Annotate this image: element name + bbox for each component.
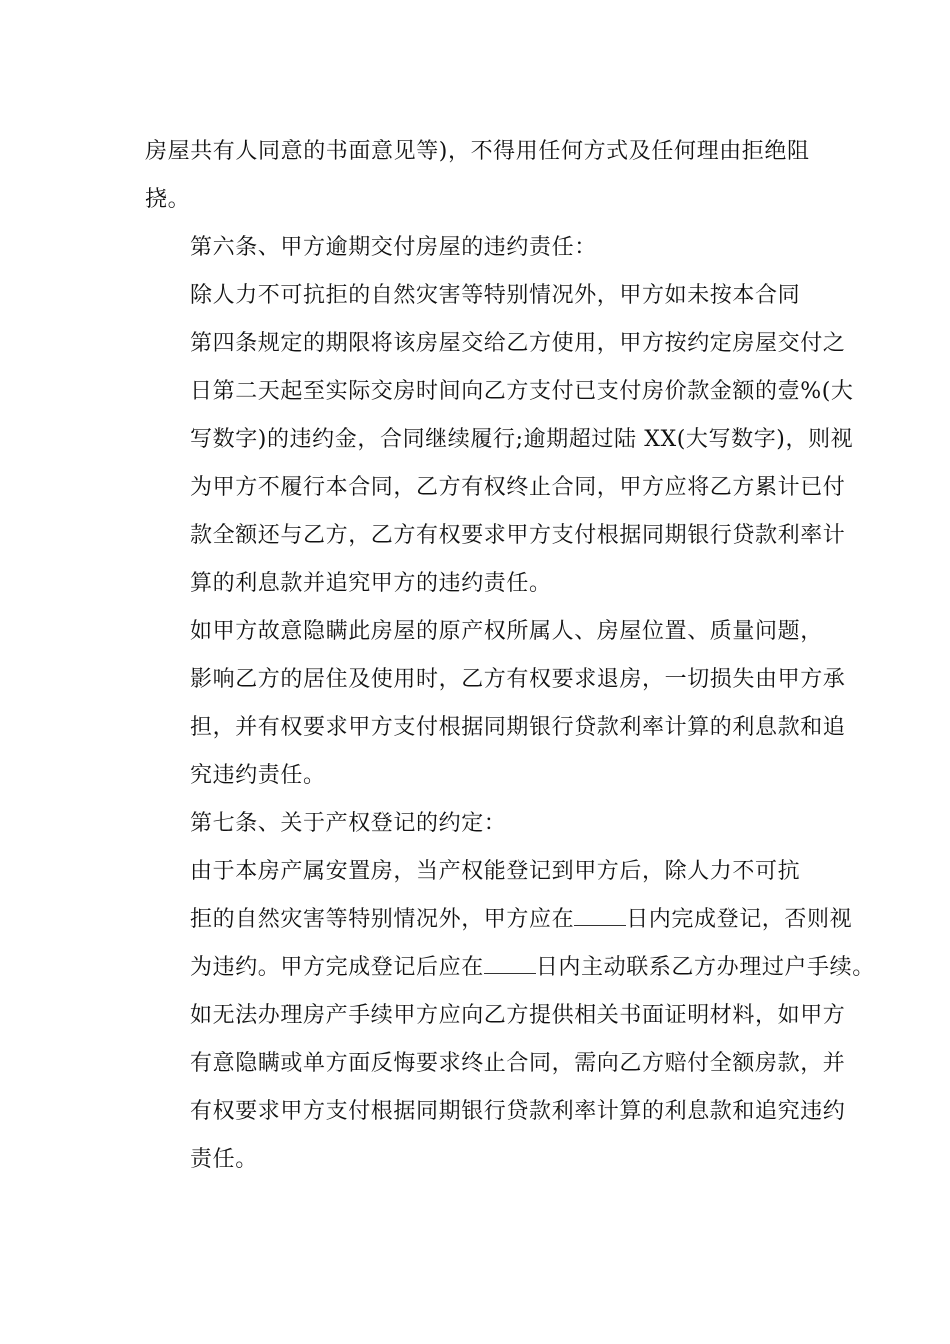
paragraph-line	[145, 896, 853, 944]
line-segment: 为违约。甲方完成登记后应在	[190, 955, 484, 980]
document-paragraph	[145, 800, 815, 848]
paragraph-line: 日第二天起至实际交房时间向乙方支付已支付房价款金额的壹%(大	[190, 379, 854, 404]
paragraph-line: 房屋共有人同意的书面意见等)，不得用任何方式及任何理由拒绝阻	[145, 139, 810, 164]
fill-in-blank	[574, 907, 626, 926]
line-segment: 日内主动联系乙方办理过户手续。	[535, 955, 875, 980]
clause-7-body-paragraph	[145, 848, 875, 1184]
paragraph-line: 为甲方不履行本合同，乙方有权终止合同，甲方应将乙方累计已付	[190, 475, 846, 500]
paragraph-line: 担，并有权要求甲方支付根据同期银行贷款利率计算的利息款和追	[190, 715, 846, 740]
paragraph-line: 除人力不可抗拒的自然灾害等特别情况外，甲方如未按本合同	[190, 283, 801, 308]
paragraph-line: 有意隐瞒或单方面反悔要求终止合同，需向乙方赔付全额房款，并	[190, 1051, 846, 1076]
document-paragraph	[145, 224, 815, 272]
paragraph-line: 如甲方故意隐瞒此房屋的原产权所属人、房屋位置、质量问题，	[190, 619, 823, 644]
document-paragraph	[145, 128, 815, 224]
paragraph-line: 第六条、甲方逾期交付房屋的违约责任：	[190, 235, 597, 260]
paragraph-line: 算的利息款并追究甲方的违约责任。	[190, 571, 552, 596]
paragraph-line: 第七条、关于产权登记的约定：	[190, 811, 507, 836]
line-segment: 日内完成登记，否则视	[626, 907, 853, 932]
line-segment: 拒的自然灾害等特别情况外，甲方应在	[190, 907, 575, 932]
paragraph-line: 由于本房产属安置房，当产权能登记到甲方后，除人力不可抗	[190, 859, 801, 884]
paragraph-line: 写数字)的违约金，合同继续履行;逾期超过陆 XX(大写数字)，则视	[190, 427, 854, 452]
paragraph-line: 挠。	[145, 187, 191, 212]
document-paragraph	[145, 608, 846, 800]
document-paragraph	[145, 272, 854, 608]
paragraph-line	[145, 944, 875, 992]
paragraph-line: 如无法办理房产手续甲方应向乙方提供相关书面证明材料，如甲方	[190, 1003, 846, 1028]
paragraph-line: 责任。	[190, 1147, 258, 1172]
paragraph-line: 究违约责任。	[190, 763, 326, 788]
paragraph-line: 影响乙方的居住及使用时，乙方有权要求退房，一切损失由甲方承	[190, 667, 846, 692]
paragraph-line: 第四条规定的期限将该房屋交给乙方使用，甲方按约定房屋交付之	[190, 331, 846, 356]
document-body	[145, 128, 875, 1184]
paragraph-line: 款全额还与乙方，乙方有权要求甲方支付根据同期银行贷款利率计	[190, 523, 846, 548]
paragraph-line: 有权要求甲方支付根据同期银行贷款利率计算的利息款和追究违约	[190, 1099, 846, 1124]
fill-in-blank	[484, 955, 536, 974]
